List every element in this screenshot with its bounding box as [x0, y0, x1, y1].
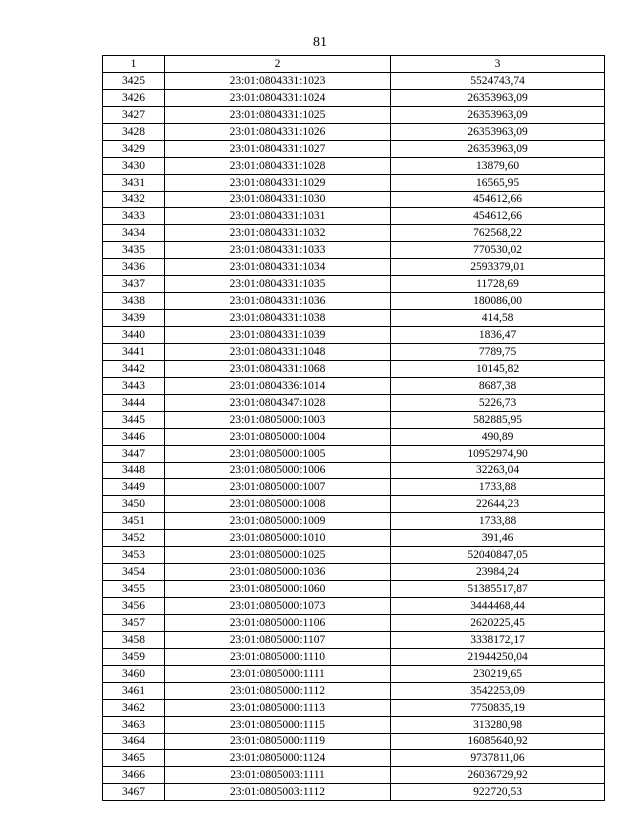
row-number-cell: 3436 — [103, 259, 165, 276]
row-number-cell: 3460 — [103, 665, 165, 682]
cadastral-value-cell: 11728,69 — [391, 276, 605, 293]
table-row — [103, 733, 605, 750]
row-number-cell: 3464 — [103, 733, 165, 750]
cadastral-value-cell: 1836,47 — [391, 327, 605, 344]
row-number-cell: 3458 — [103, 631, 165, 648]
table-row — [103, 445, 605, 462]
table-row — [103, 581, 605, 598]
cadastral-number-cell: 23:01:0805000:1060 — [165, 581, 391, 598]
row-number-cell: 3433 — [103, 208, 165, 225]
cadastral-value-cell: 7789,75 — [391, 343, 605, 360]
cadastral-number-cell: 23:01:0805003:1112 — [165, 784, 391, 801]
table-row — [103, 327, 605, 344]
cadastral-number-cell: 23:01:0804331:1068 — [165, 360, 391, 377]
row-number-cell: 3462 — [103, 699, 165, 716]
row-number-cell: 3441 — [103, 343, 165, 360]
table-row — [103, 750, 605, 767]
table-row — [103, 699, 605, 716]
cadastral-number-cell: 23:01:0805000:1106 — [165, 614, 391, 631]
column-header: 3 — [391, 56, 605, 73]
table-row — [103, 293, 605, 310]
cadastral-value-cell: 10952974,90 — [391, 445, 605, 462]
cadastral-value-cell: 414,58 — [391, 310, 605, 327]
cadastral-value-cell: 26036729,92 — [391, 767, 605, 784]
row-number-cell: 3438 — [103, 293, 165, 310]
row-number-cell: 3467 — [103, 784, 165, 801]
row-number-cell: 3426 — [103, 89, 165, 106]
table-row — [103, 140, 605, 157]
cadastral-number-cell: 23:01:0804331:1031 — [165, 208, 391, 225]
table-row — [103, 276, 605, 293]
cadastral-number-cell: 23:01:0805000:1113 — [165, 699, 391, 716]
table-row — [103, 411, 605, 428]
cadastral-value-cell: 3338172,17 — [391, 631, 605, 648]
cadastral-number-cell: 23:01:0804331:1025 — [165, 106, 391, 123]
cadastral-value-cell: 26353963,09 — [391, 106, 605, 123]
table-row — [103, 225, 605, 242]
cadastral-number-cell: 23:01:0805000:1112 — [165, 682, 391, 699]
cadastral-value-cell: 26353963,09 — [391, 123, 605, 140]
table-body — [103, 56, 605, 801]
row-number-cell: 3425 — [103, 72, 165, 89]
cadastral-number-cell: 23:01:0805000:1115 — [165, 716, 391, 733]
cadastral-value-cell: 22644,23 — [391, 496, 605, 513]
cadastral-number-cell: 23:01:0804331:1033 — [165, 242, 391, 259]
table-row — [103, 614, 605, 631]
row-number-cell: 3435 — [103, 242, 165, 259]
cadastral-number-cell: 23:01:0804331:1028 — [165, 157, 391, 174]
row-number-cell: 3451 — [103, 513, 165, 530]
table-row — [103, 394, 605, 411]
table-row — [103, 682, 605, 699]
cadastral-number-cell: 23:01:0805000:1004 — [165, 428, 391, 445]
row-number-cell: 3463 — [103, 716, 165, 733]
table-row — [103, 242, 605, 259]
row-number-cell: 3444 — [103, 394, 165, 411]
cadastral-value-cell: 2593379,01 — [391, 259, 605, 276]
cadastral-value-cell: 32263,04 — [391, 462, 605, 479]
cadastral-number-cell: 23:01:0805000:1036 — [165, 564, 391, 581]
table-header-row — [103, 56, 605, 73]
table-row — [103, 631, 605, 648]
cadastral-number-cell: 23:01:0805000:1124 — [165, 750, 391, 767]
table-row — [103, 564, 605, 581]
table-row — [103, 784, 605, 801]
row-number-cell: 3448 — [103, 462, 165, 479]
cadastral-number-cell: 23:01:0805000:1111 — [165, 665, 391, 682]
cadastral-number-cell: 23:01:0804347:1028 — [165, 394, 391, 411]
cadastral-value-cell: 762568,22 — [391, 225, 605, 242]
cadastral-number-cell: 23:01:0804331:1029 — [165, 174, 391, 191]
table-row — [103, 716, 605, 733]
cadastral-value-cell: 922720,53 — [391, 784, 605, 801]
row-number-cell: 3432 — [103, 191, 165, 208]
cadastral-value-cell: 582885,95 — [391, 411, 605, 428]
cadastral-value-cell: 52040847,05 — [391, 547, 605, 564]
row-number-cell: 3455 — [103, 581, 165, 598]
table-row — [103, 174, 605, 191]
cadastral-value-cell: 8687,38 — [391, 377, 605, 394]
cadastral-value-cell: 391,46 — [391, 530, 605, 547]
row-number-cell: 3449 — [103, 479, 165, 496]
row-number-cell: 3439 — [103, 310, 165, 327]
cadastral-value-cell: 1733,88 — [391, 513, 605, 530]
cadastral-number-cell: 23:01:0805000:1107 — [165, 631, 391, 648]
cadastral-value-cell: 454612,66 — [391, 208, 605, 225]
column-header: 2 — [165, 56, 391, 73]
cadastral-number-cell: 23:01:0804331:1026 — [165, 123, 391, 140]
table-row — [103, 106, 605, 123]
table-row — [103, 767, 605, 784]
cadastral-value-cell: 16565,95 — [391, 174, 605, 191]
table-row — [103, 428, 605, 445]
row-number-cell: 3430 — [103, 157, 165, 174]
cadastral-number-cell: 23:01:0804331:1034 — [165, 259, 391, 276]
cadastral-value-cell: 2620225,45 — [391, 614, 605, 631]
cadastral-number-cell: 23:01:0805000:1010 — [165, 530, 391, 547]
cadastral-value-cell: 230219,65 — [391, 665, 605, 682]
cadastral-value-cell: 1733,88 — [391, 479, 605, 496]
table-row — [103, 259, 605, 276]
cadastral-number-cell: 23:01:0804331:1024 — [165, 89, 391, 106]
cadastral-value-cell: 770530,02 — [391, 242, 605, 259]
table-row — [103, 513, 605, 530]
cadastral-value-cell: 26353963,09 — [391, 140, 605, 157]
cadastral-number-cell: 23:01:0805000:1073 — [165, 598, 391, 615]
row-number-cell: 3440 — [103, 327, 165, 344]
cadastral-value-cell: 10145,82 — [391, 360, 605, 377]
row-number-cell: 3466 — [103, 767, 165, 784]
row-number-cell: 3429 — [103, 140, 165, 157]
row-number-cell: 3434 — [103, 225, 165, 242]
row-number-cell: 3461 — [103, 682, 165, 699]
row-number-cell: 3450 — [103, 496, 165, 513]
row-number-cell: 3446 — [103, 428, 165, 445]
table-row — [103, 157, 605, 174]
cadastral-number-cell: 23:01:0804331:1038 — [165, 310, 391, 327]
cadastral-value-cell: 7750835,19 — [391, 699, 605, 716]
row-number-cell: 3447 — [103, 445, 165, 462]
cadastral-value-cell: 16085640,92 — [391, 733, 605, 750]
row-number-cell: 3452 — [103, 530, 165, 547]
cadastral-number-cell: 23:01:0804331:1023 — [165, 72, 391, 89]
cadastral-number-cell: 23:01:0804331:1027 — [165, 140, 391, 157]
table-row — [103, 72, 605, 89]
cadastral-value-cell: 26353963,09 — [391, 89, 605, 106]
cadastral-number-cell: 23:01:0804331:1048 — [165, 343, 391, 360]
cadastral-value-table — [102, 55, 605, 801]
cadastral-value-cell: 313280,98 — [391, 716, 605, 733]
cadastral-value-cell: 13879,60 — [391, 157, 605, 174]
cadastral-value-cell: 9737811,06 — [391, 750, 605, 767]
table-row — [103, 547, 605, 564]
row-number-cell: 3465 — [103, 750, 165, 767]
row-number-cell: 3427 — [103, 106, 165, 123]
cadastral-number-cell: 23:01:0805000:1008 — [165, 496, 391, 513]
page-number: 81 — [313, 35, 327, 50]
table-row — [103, 89, 605, 106]
cadastral-number-cell: 23:01:0805000:1005 — [165, 445, 391, 462]
table-row — [103, 598, 605, 615]
table-row — [103, 496, 605, 513]
cadastral-number-cell: 23:01:0804331:1030 — [165, 191, 391, 208]
table-row — [103, 310, 605, 327]
row-number-cell: 3442 — [103, 360, 165, 377]
cadastral-number-cell: 23:01:0805000:1110 — [165, 648, 391, 665]
table-row — [103, 123, 605, 140]
cadastral-value-cell: 23984,24 — [391, 564, 605, 581]
cadastral-value-cell: 180086,00 — [391, 293, 605, 310]
table-row — [103, 479, 605, 496]
cadastral-value-cell: 21944250,04 — [391, 648, 605, 665]
cadastral-value-cell: 5524743,74 — [391, 72, 605, 89]
cadastral-number-cell: 23:01:0804331:1032 — [165, 225, 391, 242]
cadastral-value-cell: 490,89 — [391, 428, 605, 445]
row-number-cell: 3454 — [103, 564, 165, 581]
row-number-cell: 3443 — [103, 377, 165, 394]
cadastral-number-cell: 23:01:0804331:1035 — [165, 276, 391, 293]
cadastral-value-cell: 51385517,87 — [391, 581, 605, 598]
cadastral-value-cell: 5226,73 — [391, 394, 605, 411]
cadastral-number-cell: 23:01:0805000:1025 — [165, 547, 391, 564]
column-header: 1 — [103, 56, 165, 73]
row-number-cell: 3453 — [103, 547, 165, 564]
table-row — [103, 377, 605, 394]
cadastral-value-cell: 3542253,09 — [391, 682, 605, 699]
table-row — [103, 360, 605, 377]
row-number-cell: 3431 — [103, 174, 165, 191]
cadastral-number-cell: 23:01:0804331:1036 — [165, 293, 391, 310]
cadastral-number-cell: 23:01:0805000:1003 — [165, 411, 391, 428]
row-number-cell: 3459 — [103, 648, 165, 665]
row-number-cell: 3437 — [103, 276, 165, 293]
row-number-cell: 3457 — [103, 614, 165, 631]
cadastral-number-cell: 23:01:0804331:1039 — [165, 327, 391, 344]
table-row — [103, 462, 605, 479]
cadastral-number-cell: 23:01:0805003:1111 — [165, 767, 391, 784]
cadastral-value-cell: 454612,66 — [391, 191, 605, 208]
table-row — [103, 648, 605, 665]
table-row — [103, 665, 605, 682]
cadastral-number-cell: 23:01:0805000:1119 — [165, 733, 391, 750]
table-row — [103, 530, 605, 547]
cadastral-value-cell: 3444468,44 — [391, 598, 605, 615]
cadastral-number-cell: 23:01:0804336:1014 — [165, 377, 391, 394]
cadastral-number-cell: 23:01:0805000:1009 — [165, 513, 391, 530]
row-number-cell: 3428 — [103, 123, 165, 140]
table-row — [103, 343, 605, 360]
table-row — [103, 208, 605, 225]
table-row — [103, 191, 605, 208]
row-number-cell: 3445 — [103, 411, 165, 428]
row-number-cell: 3456 — [103, 598, 165, 615]
cadastral-number-cell: 23:01:0805000:1006 — [165, 462, 391, 479]
cadastral-number-cell: 23:01:0805000:1007 — [165, 479, 391, 496]
